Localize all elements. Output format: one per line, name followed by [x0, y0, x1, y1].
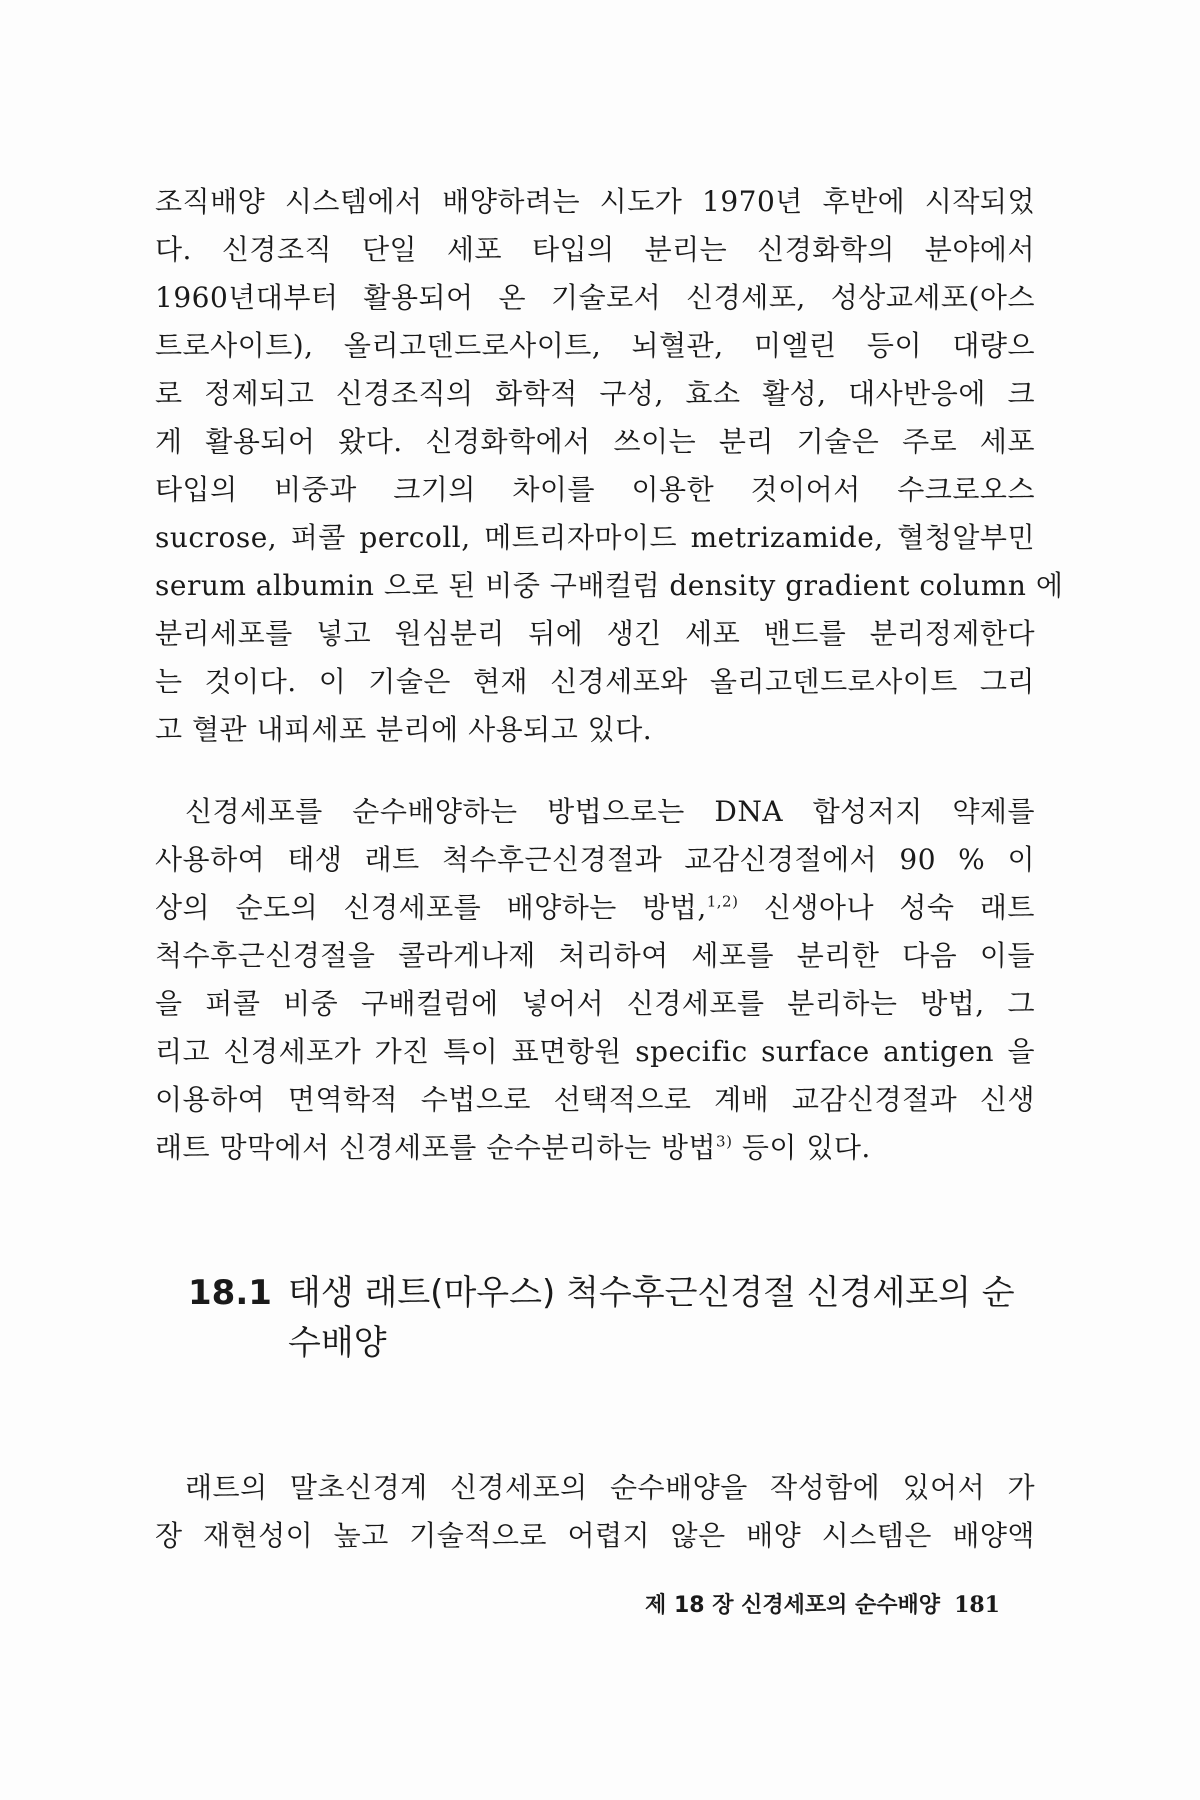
text-line: 장 재현성이 높고 기술적으로 어렵지 않은 배양 시스템은 배양액: [155, 1519, 1035, 1552]
text-line: 조직배양 시스템에서 배양하려는 시도가 1970년 후반에 시작되었: [155, 185, 1035, 218]
text-line: 리고 신경세포가 가진 특이 표면항원 specific surface antigen 을: [155, 1035, 1035, 1068]
citation-superscript: 3): [716, 1132, 733, 1151]
text-line: 다. 신경조직 단일 세포 타입의 분리는 신경화학의 분야에서: [155, 233, 1035, 266]
paragraph-methods: [155, 788, 1035, 1172]
text-line: 타입의 비중과 크기의 차이를 이용한 것이어서 수크로오스: [155, 473, 1035, 506]
running-chapter-title: 제 18 장 신경세포의 순수배양: [645, 1593, 941, 1618]
text-line: 게 활용되어 왔다. 신경화학에서 쓰이는 분리 기술은 주로 세포: [155, 425, 1035, 458]
text-line: 척수후근신경절을 콜라게나제 처리하여 세포를 분리한 다음 이들: [155, 939, 1035, 972]
text-line: 고 혈관 내피세포 분리에 사용되고 있다.: [155, 713, 653, 746]
text-line: [155, 884, 1035, 932]
text-segment: 상의 순도의 신경세포를 배양하는 방법,: [155, 891, 707, 924]
text-line: 분리세포를 넣고 원심분리 뒤에 생긴 세포 밴드를 분리정제한다: [155, 617, 1035, 650]
text-line: 는 것이다. 이 기술은 현재 신경세포와 올리고덴드로사이트 그리: [155, 665, 1035, 698]
citation-superscript: 1,2): [706, 892, 739, 911]
text-line: 을 퍼콜 비중 구배컬럼에 넣어서 신경세포를 분리하는 방법, 그: [155, 987, 1035, 1020]
paragraph-section-intro: [155, 1464, 1035, 1560]
page-footer: [580, 1590, 1000, 1621]
text-line: 1960년대부터 활용되어 온 기술로서 신경세포, 성상교세포(아스: [155, 281, 1035, 314]
text-line: sucrose, 퍼콜 percoll, 메트리자마이드 metrizamide, 혈청알부민: [155, 521, 1035, 554]
section-title: [288, 1268, 1038, 1368]
section-title-line: 태생 래트(마우스) 척수후근신경절 신경세포의 순: [288, 1273, 1015, 1313]
text-segment: 등이 있다.: [732, 1131, 871, 1164]
text-line: 래트의 말초신경계 신경세포의 순수배양을 작성함에 있어서 가: [185, 1471, 1035, 1504]
text-segment: 신생아나 성숙 래트: [738, 891, 1035, 924]
section-number: 18.1: [188, 1273, 272, 1313]
text-line: 사용하여 태생 래트 척수후근신경절과 교감신경절에서 90 % 이: [155, 843, 1035, 876]
section-title-line: 수배양: [288, 1323, 387, 1363]
text-line: 이용하여 면역학적 수법으로 선택적으로 계배 교감신경절과 신생: [155, 1083, 1035, 1116]
text-segment: 래트 망막에서 신경세포를 순수분리하는 방법: [155, 1131, 717, 1164]
text-line: 트로사이트), 올리고덴드로사이트, 뇌혈관, 미엘린 등이 대량으: [155, 329, 1035, 362]
text-line: 로 정제되고 신경조직의 화학적 구성, 효소 활성, 대사반응에 크: [155, 377, 1035, 410]
text-line: [155, 1124, 1035, 1172]
paragraph-intro: [155, 178, 1064, 754]
text-line: serum albumin 으로 된 비중 구배컬럼 density gradient column 에: [155, 569, 1064, 602]
text-line: 신경세포를 순수배양하는 방법으로는 DNA 합성저지 약제를: [185, 795, 1035, 828]
page-number: 181: [954, 1592, 1000, 1618]
